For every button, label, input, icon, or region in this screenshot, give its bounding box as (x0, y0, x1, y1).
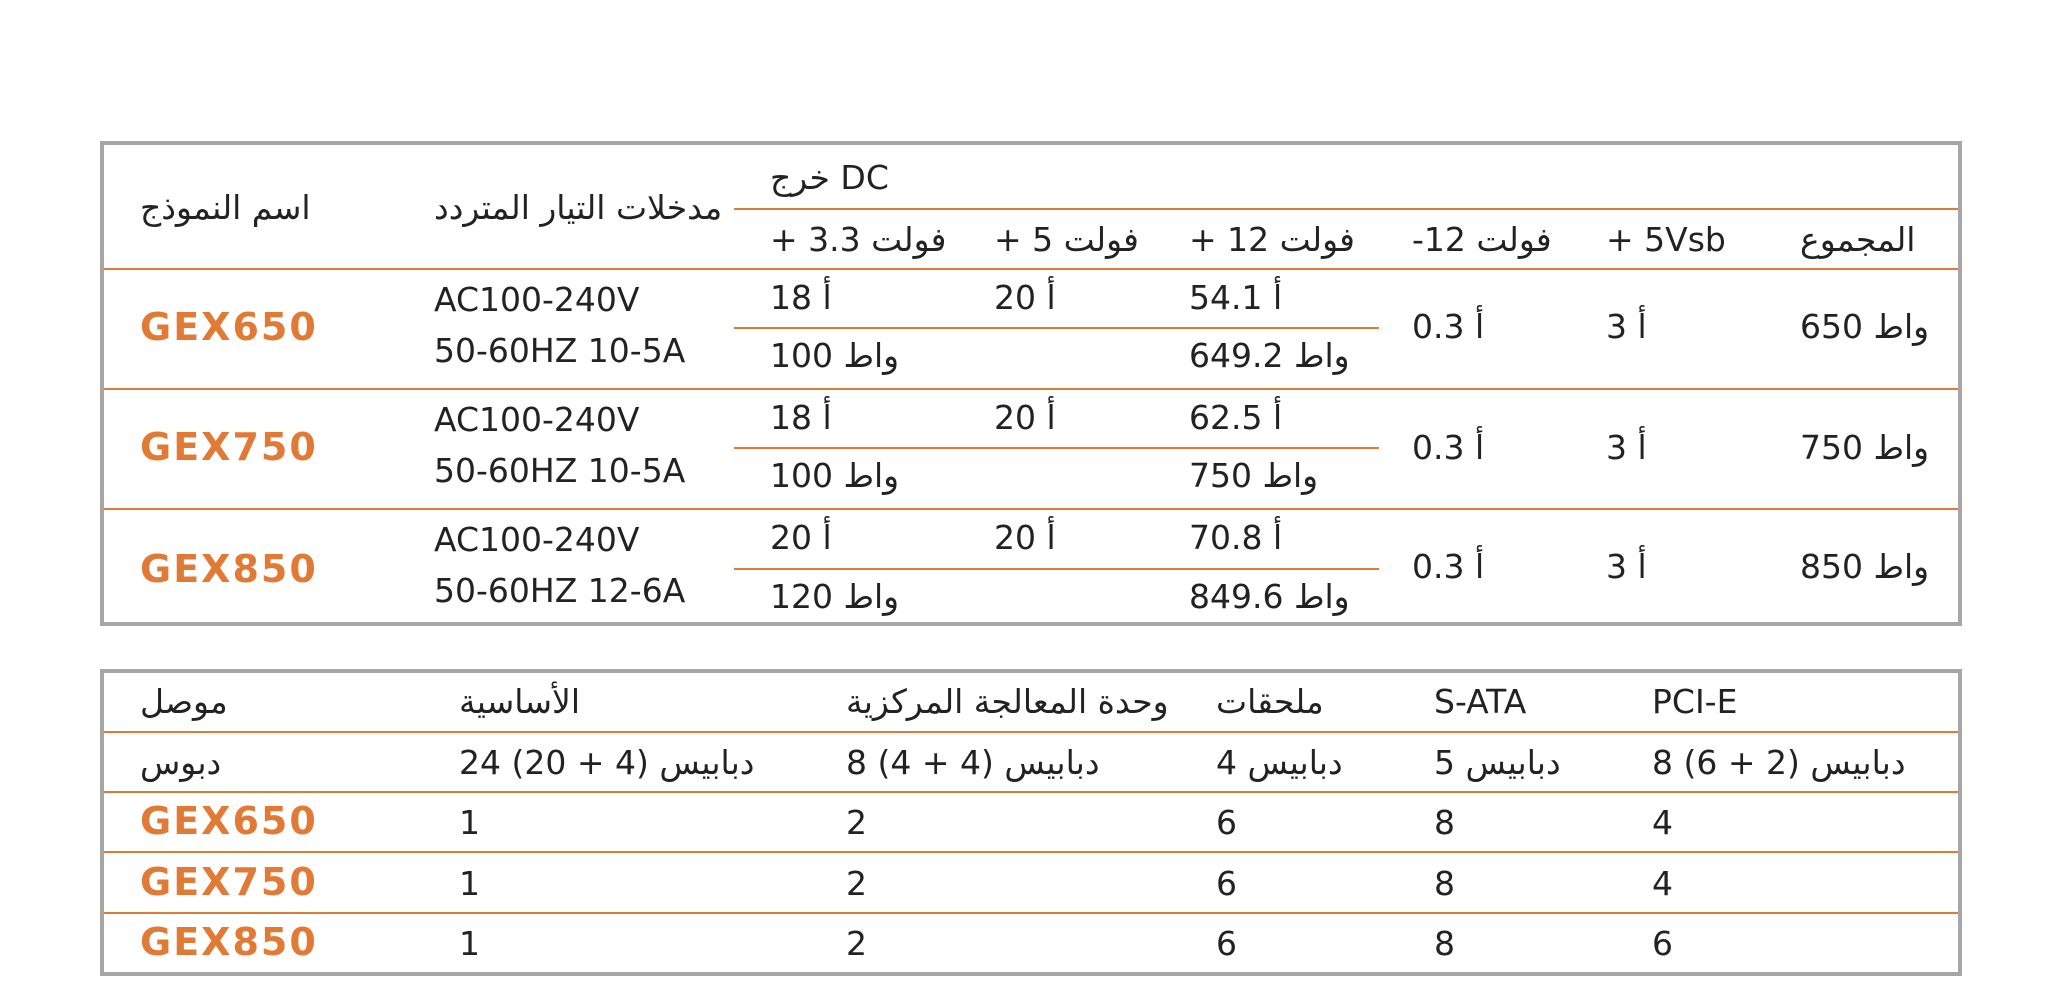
model-name: GEX750 (140, 860, 318, 904)
header-divider (104, 268, 1958, 270)
header-v12: + 12 فولت (1189, 220, 1355, 259)
total-watts: 850 واط (1800, 547, 1930, 586)
v12-watts: 649.2 واط (1189, 336, 1350, 375)
total-watts: 750 واط (1800, 428, 1930, 467)
spec-table (100, 141, 1962, 626)
v5sb-amps: 3 أ (1606, 547, 1647, 586)
count-cpu: 2 (846, 803, 867, 842)
total-watts: 650 واط (1800, 307, 1930, 346)
v12-watts: 849.6 واط (1189, 577, 1350, 616)
conn-row1-divider (104, 851, 1958, 853)
count-peripheral: 6 (1216, 803, 1237, 842)
pins-main: 24 (20 + 4) دبابيس (459, 743, 755, 782)
count-main: 1 (459, 864, 480, 903)
model-name: GEX650 (140, 799, 318, 843)
v5-amps: 20 أ (994, 278, 1056, 317)
header-v5: + 5 فولت (994, 220, 1139, 259)
v12-amps: 54.1 أ (1189, 278, 1283, 317)
v5sb-amps: 3 أ (1606, 428, 1647, 467)
model-name: GEX850 (140, 920, 318, 964)
input-spec: 50-60HZ 12-6A (434, 571, 686, 610)
model-name: GEX850 (140, 547, 318, 591)
count-pcie: 4 (1652, 803, 1673, 842)
pins-peripheral: 4 دبابيس (1216, 743, 1343, 782)
pins-cpu: 8 (4 + 4) دبابيس (846, 743, 1100, 782)
count-cpu: 2 (846, 924, 867, 963)
v33-amps: 18 أ (770, 278, 832, 317)
vneg12-amps: 0.3 أ (1412, 547, 1485, 586)
vneg12-amps: 0.3 أ (1412, 307, 1485, 346)
row1-inner-divider (734, 327, 1379, 329)
vneg12-amps: 0.3 أ (1412, 428, 1485, 467)
count-pcie: 4 (1652, 864, 1673, 903)
header-v33: + 3.3 فولت (770, 220, 947, 259)
pins-sata: 5 دبابيس (1434, 743, 1561, 782)
header-connector: موصل (140, 682, 228, 721)
model-name: GEX750 (140, 425, 318, 469)
header-vneg12: -12 فولت (1412, 220, 1552, 259)
count-peripheral: 6 (1216, 864, 1237, 903)
row2-divider (104, 508, 1958, 510)
count-peripheral: 6 (1216, 924, 1237, 963)
input-spec: AC100-240V (434, 280, 640, 319)
row1-divider (104, 388, 1958, 390)
count-main: 1 (459, 924, 480, 963)
v5-amps: 20 أ (994, 518, 1056, 557)
v33-watts: 120 واط (770, 577, 900, 616)
header-total: المجموع (1800, 220, 1916, 259)
input-spec: AC100-240V (434, 520, 640, 559)
count-pcie: 6 (1652, 924, 1673, 963)
input-spec: AC100-240V (434, 400, 640, 439)
count-cpu: 2 (846, 864, 867, 903)
row3-inner-divider (734, 568, 1379, 570)
model-name: GEX650 (140, 305, 318, 349)
v12-amps: 70.8 أ (1189, 518, 1283, 557)
header-dc-output: خرج DC (770, 158, 889, 197)
conn-row2-divider (104, 912, 1958, 914)
v33-amps: 20 أ (770, 518, 832, 557)
input-spec: 50-60HZ 10-5A (434, 331, 686, 370)
input-spec: 50-60HZ 10-5A (434, 451, 686, 490)
v12-amps: 62.5 أ (1189, 398, 1283, 437)
header-cpu: وحدة المعالجة المركزية (846, 682, 1169, 721)
header-main: الأساسية (459, 682, 580, 721)
header-sata: S-ATA (1434, 682, 1527, 721)
header-v5sb: + 5Vsb (1606, 220, 1726, 259)
pins-pcie: 8 (6 + 2) دبابيس (1652, 743, 1906, 782)
row2-inner-divider (734, 447, 1379, 449)
header-peripheral: ملحقات (1216, 682, 1324, 721)
count-sata: 8 (1434, 803, 1455, 842)
pins-connector: دبوس (140, 743, 222, 782)
dc-output-divider (734, 208, 1958, 210)
conn-pins-divider (104, 791, 1958, 793)
v33-watts: 100 واط (770, 456, 900, 495)
v12-watts: 750 واط (1189, 456, 1319, 495)
count-sata: 8 (1434, 924, 1455, 963)
header-model: اسم النموذج (140, 188, 311, 227)
count-sata: 8 (1434, 864, 1455, 903)
v5sb-amps: 3 أ (1606, 307, 1647, 346)
v5-amps: 20 أ (994, 398, 1056, 437)
header-input: مدخلات التيار المتردد (434, 188, 723, 227)
v33-watts: 100 واط (770, 336, 900, 375)
count-main: 1 (459, 803, 480, 842)
header-pcie: PCI-E (1652, 682, 1738, 721)
conn-header-divider (104, 731, 1958, 733)
connector-table (100, 669, 1962, 976)
v33-amps: 18 أ (770, 398, 832, 437)
